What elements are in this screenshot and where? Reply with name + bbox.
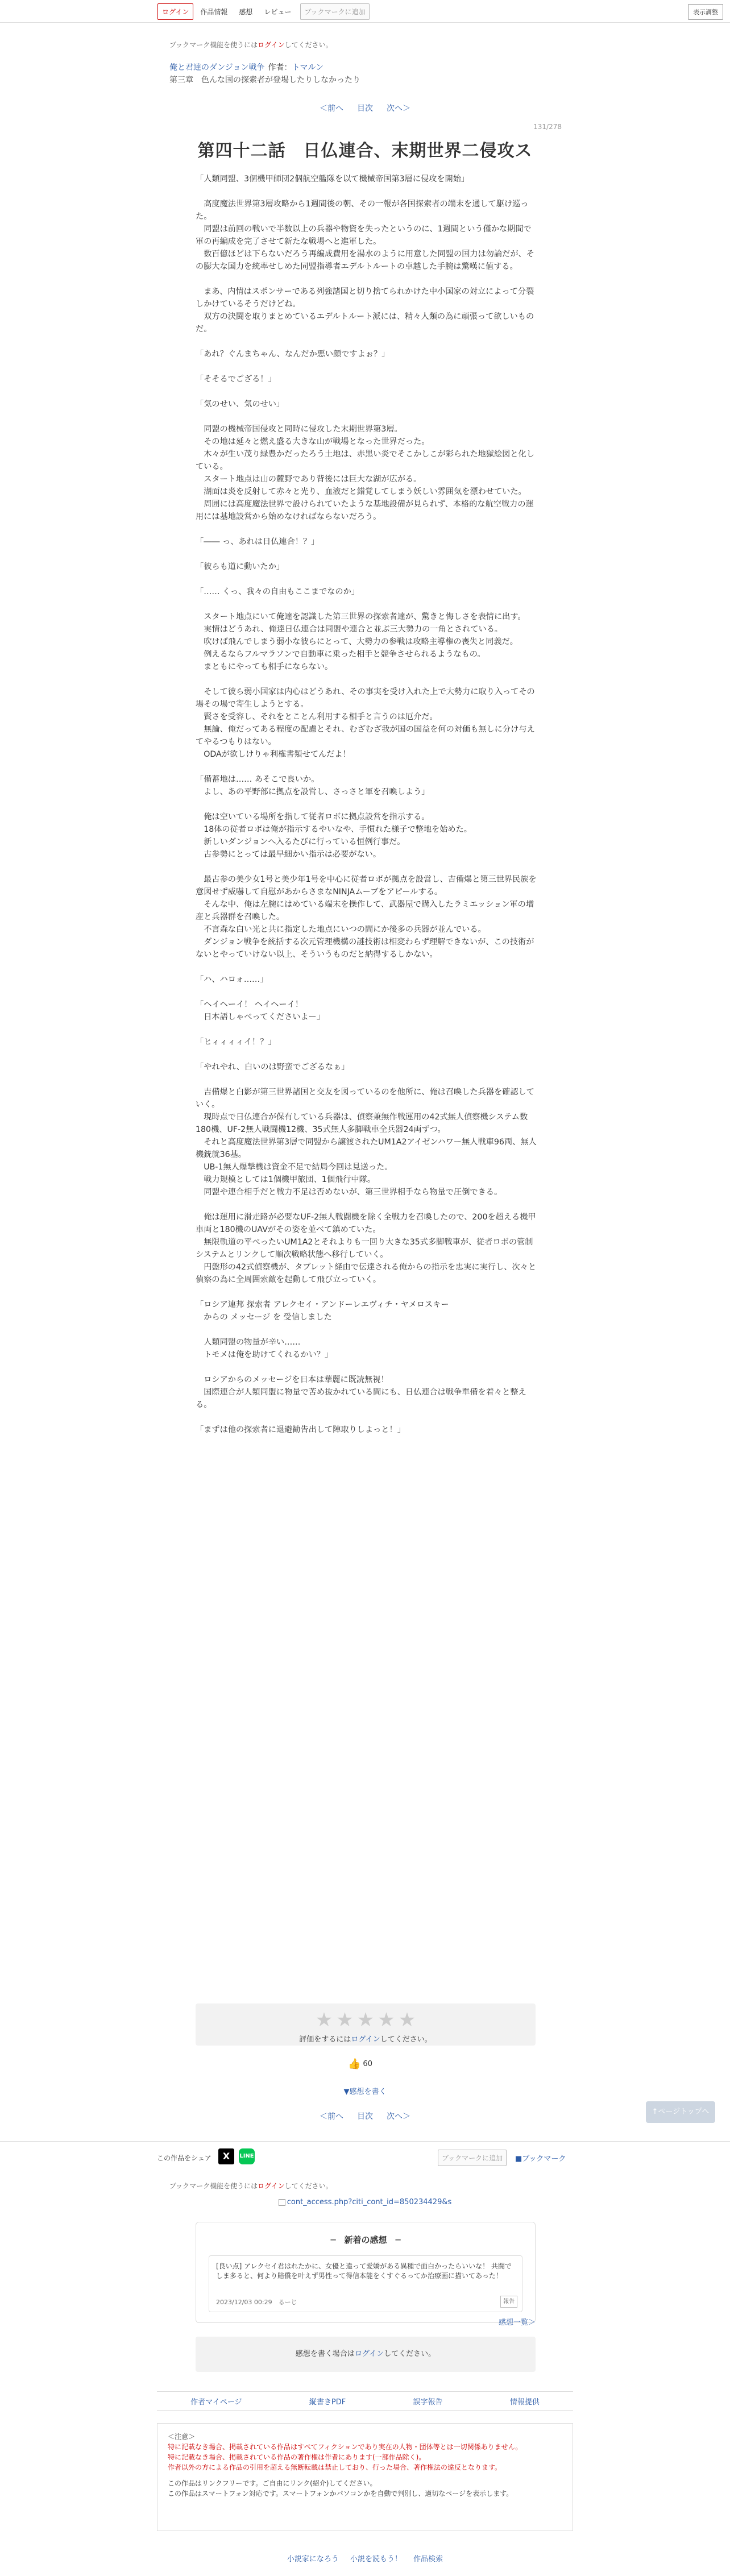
share-row bbox=[0, 2141, 730, 2170]
review-report-button[interactable]: 報告 bbox=[500, 2296, 517, 2308]
line-share-icon[interactable]: LINE bbox=[239, 2148, 255, 2164]
novel-paragraph bbox=[196, 523, 537, 536]
attention-line: この作品はスマートフォン対応です。スマートフォンかパソコンかを自動で判別し、適切なページを表示します。 bbox=[168, 2490, 513, 2498]
novel-paragraph: 無論、俺だってある程度の配慮とそれ、むざむざ我が国の国益を何の対価も無しに分け与えてやるつもりはない。 bbox=[196, 725, 535, 746]
attention-line: この作品はリンクフリーです。ご自由にリンク(紹介)してください。 bbox=[168, 2479, 377, 2487]
login-button[interactable]: ログイン bbox=[157, 3, 193, 20]
display-settings-button[interactable]: 表示調整 bbox=[688, 4, 723, 20]
tab-work-info[interactable]: 作品情報 bbox=[200, 8, 228, 16]
novel-paragraph: 「ロシア連邦 探索者 アレクセイ・アンドーレエヴィチ・ヤメロスキー bbox=[196, 1300, 449, 1309]
novel-paragraph: まあ、内情はスポンサーである列強諸国と切り捨てられかけた中小国家の対立によって分裂しかけているそうだけどね。 bbox=[196, 287, 534, 309]
novel-paragraph: 新しいダンジョンへ入るたびに行っている恒例行事だ。 bbox=[196, 837, 405, 847]
top-tabs bbox=[157, 3, 370, 20]
attention-red-line: 作者以外の方による作品の引用を超える無断転載は禁止しており、行った場合、著作権法の違反となります。 bbox=[168, 2463, 502, 2471]
bookmark-login-notice bbox=[169, 40, 333, 49]
novel-paragraph: スタート地点にいて俺達を認識した第三世界の探索者達が、驚きと悔しさを表情に出す。 bbox=[196, 612, 526, 621]
review-meta: 2023/12/03 00:29 るーじ bbox=[216, 2299, 297, 2306]
novel-paragraph bbox=[196, 1361, 537, 1374]
footer-narou-link[interactable]: 小説家になろう bbox=[287, 2555, 339, 2563]
novel-paragraph bbox=[196, 1286, 537, 1299]
notice-text-end-bottom: してください。 bbox=[284, 2182, 333, 2190]
novel-paragraph: 「やれやれ、白いのは野蛮でござるなぁ」 bbox=[196, 1063, 350, 1072]
impression-notice-end: してください。 bbox=[384, 2350, 436, 2358]
novel-paragraph: 周囲には高度魔法世界で設けられていたような基地設備が見られず、本格的な航空戦力の運用には基地設営から始めなければならないだろう。 bbox=[196, 500, 534, 521]
tab-impressions[interactable]: 感想 bbox=[239, 8, 253, 16]
ad-image-link[interactable]: cont_access.php?citi_cont_id=850234429&s bbox=[287, 2198, 452, 2206]
prev-link[interactable]: ＜前へ bbox=[320, 104, 343, 113]
novel-paragraph: その地は延々と燃え盛る大きな山が戦場となった世界だった。 bbox=[196, 437, 430, 446]
novel-paragraph: 「まずは他の探索者に退避勧告出して陣取りしよっと！」 bbox=[196, 1425, 405, 1434]
novel-paragraph: 「そそるでござる！」 bbox=[196, 375, 276, 384]
toc-link[interactable]: 目次 bbox=[357, 104, 373, 113]
bookmark-login-notice-bottom bbox=[169, 2181, 333, 2191]
novel-paragraph bbox=[196, 861, 537, 873]
novel-paragraph: 吹けば飛んでしまう弱小な彼らにとって、大勢力の参戦は攻略主導権の喪失と同義だ。 bbox=[196, 637, 518, 646]
vertical-pdf-link[interactable]: 縦書きPDF bbox=[309, 2397, 346, 2407]
novel-paragraph: UB-1無人爆撃機は資金不足で結局今回は見送った。 bbox=[196, 1163, 393, 1172]
next-link-bottom[interactable]: 次へ＞ bbox=[387, 2112, 410, 2121]
impression-login-link[interactable]: ログイン bbox=[354, 2350, 384, 2358]
novel-paragraph: 18体の従者ロボは俺が指示するやいなや、手慣れた様子で整地を始めた。 bbox=[196, 825, 472, 834]
novel-paragraph: 「…… くっ、我々の自由もここまでなのか」 bbox=[196, 587, 359, 596]
novel-paragraph: からの メッセージ を 受信しました bbox=[196, 1313, 332, 1322]
novel-paragraph bbox=[196, 798, 537, 811]
info-provide-link[interactable]: 情報提供 bbox=[509, 2397, 540, 2407]
star-icon[interactable]: ★ bbox=[378, 2009, 395, 2031]
novel-paragraph: 「人類同盟、3個機甲師団2個航空艦隊を以て機械帝国第3層に侵攻を開始」 bbox=[196, 175, 470, 184]
bookmark-add-button-bottom[interactable]: ブックマークに追加 bbox=[438, 2150, 507, 2166]
novel-paragraph: 人類同盟の物量が辛い…… bbox=[196, 1338, 301, 1347]
novel-paragraph: そんな中、俺は左腕にはめている端末を操作して、武器屋で購入したラミエッション軍の増産と兵器群を召喚した。 bbox=[196, 900, 534, 922]
chapter-title: 第三章 色んな国の探索者が登場したりしなかったり bbox=[169, 76, 360, 85]
novel-paragraph bbox=[196, 573, 537, 586]
star-icon[interactable]: ★ bbox=[315, 2009, 333, 2031]
novel-paragraph: 「ハ、ハロォ……」 bbox=[196, 975, 268, 984]
notice-text-end: してください。 bbox=[284, 41, 333, 49]
attention-title: ＜注意＞ bbox=[168, 2433, 196, 2441]
novel-paragraph: 数百億ほどは下らないだろう再編成費用を湯水のように用意した同盟の国力は勿論だが、その膨大な国力を統率せしめた同盟指導者エデルトルートの卓越した手腕は驚嘆に値する。 bbox=[196, 250, 534, 271]
novel-paragraph: 「備蓄地は…… あそこで良いか。 bbox=[196, 775, 320, 784]
pager-bottom bbox=[0, 2110, 730, 2122]
impression-login-notice bbox=[196, 2337, 536, 2372]
review-list-link[interactable]: 感想一覧＞ bbox=[498, 2318, 536, 2327]
author-mypage-link[interactable]: 作者マイページ bbox=[190, 2397, 242, 2407]
novel-paragraph: まともにやっても相手にならない。 bbox=[196, 662, 333, 671]
novel-paragraph: 俺は運用に滑走路が必要なUF-2無人戦闘機を除く全戦力を召喚したので、200を超える機甲車両と180機のUAVがその姿を並べて鎮めていた。 bbox=[196, 1213, 536, 1234]
notice-login-link-bottom[interactable]: ログイン bbox=[258, 2182, 285, 2190]
series-header bbox=[169, 61, 323, 73]
novel-paragraph: 俺は空いている場所を指して従者ロボに拠点設営を指示する。 bbox=[196, 812, 430, 822]
bookmark-link[interactable]: ■ブックマーク bbox=[515, 2155, 566, 2163]
novel-paragraph: 「―― っ、あれは日仏連合！？」 bbox=[196, 537, 320, 546]
novel-paragraph: それと高度魔法世界第3層で同盟から譲渡されたUM1A2アイゼンハワー無人戦車96両、無人機銃就36基。 bbox=[196, 1138, 537, 1159]
notice-text-bottom: ブックマーク機能を使うには bbox=[169, 2182, 258, 2190]
novel-paragraph: よし、あの平野部に拠点を設営し、さっさと軍を召喚しよう」 bbox=[196, 787, 430, 797]
notice-text: ブックマーク機能を使うには bbox=[169, 41, 258, 49]
novel-paragraph: 例えるならフルマラソンで自動車に乗った相手と競争させられるようなもの。 bbox=[196, 650, 486, 659]
page-top-button[interactable]: ↑ページトップへ bbox=[646, 2101, 715, 2123]
novel-paragraph: 吉備爆と白影が第三世界諸国と交友を図っているのを他所に、俺は召喚した兵器を確認していく。 bbox=[196, 1088, 534, 1109]
novel-paragraph: 無限軌道の平べったいUM1A2とそれよりも一回り大きな35式多脚戦車が、従者ロボの管制システムとリンクして順次戦略状態へ移行していく。 bbox=[196, 1238, 533, 1259]
novel-paragraph: 同盟の機械帝国侵攻と同時に侵攻した末期世界第3層。 bbox=[196, 425, 403, 434]
new-review-heading: ─ 新着の感想 ─ bbox=[330, 2235, 401, 2245]
novel-paragraph: 古参勢にとっては最早細かい指示は必要がない。 bbox=[196, 850, 381, 859]
novel-paragraph bbox=[196, 961, 537, 973]
review-card[interactable] bbox=[209, 2255, 522, 2312]
novel-paragraph bbox=[196, 1073, 537, 1086]
like-count: 60 bbox=[363, 2060, 372, 2068]
novel-paragraph: 最古参の美少女1号と美少年1号を中心に従者ロボが拠点を設営し、吉備爆と第三世界民族を意図せず威嚇して自慰があからさまなNINJAムーブをアピールする。 bbox=[196, 875, 537, 897]
novel-paragraph: 「気のせい、気のせい」 bbox=[196, 400, 285, 409]
novel-paragraph: 「あれ？ぐんまちゃん、なんだか悪い顔ですよぉ？」 bbox=[196, 350, 390, 359]
review-text: [良い点] アレクセイ君はれたかに、女優と違って愛嬌がある異種で面白かったらいいな！ 共闘でしま多ると、何より賠償を叶えず男性って得信本能をくすぐるってか治療画に描いてあった！ bbox=[216, 2262, 512, 2280]
novel-paragraph: 賢さを受容し、それをとことん利用する相手と言うのは厄介だ。 bbox=[196, 712, 438, 721]
next-link[interactable]: 次へ＞ bbox=[387, 104, 410, 113]
novel-paragraph bbox=[196, 1324, 537, 1336]
novel-paragraph: 実情はどうあれ、俺達日仏連合は同盟や連合と並ぶ三大勢力の一角とされている。 bbox=[196, 625, 503, 634]
novel-paragraph: 戦力規模としては1個機甲旅団、1個飛行中隊。 bbox=[196, 1175, 375, 1184]
toc-link-bottom[interactable]: 目次 bbox=[357, 2112, 373, 2121]
novel-paragraph bbox=[196, 673, 537, 686]
impression-notice-text: 感想を書く場合は bbox=[295, 2350, 355, 2358]
episode-title: 第四十二話 日仏連合、末期世界二侵攻ス bbox=[197, 141, 533, 161]
novel-paragraph: 国際連合が人類同盟に物量で苦め抜かれている間にも、日仏連合は戦争準備を着々と整える。 bbox=[196, 1388, 526, 1409]
novel-paragraph: 「ヘイヘーイ！ ヘイヘーイ！ bbox=[196, 1000, 303, 1009]
novel-paragraph: 湖面は炎を反射して赤々と光り、血液だと錯覚してしまう妖しい雰囲気を漂わせていた。 bbox=[196, 487, 526, 496]
novel-paragraph bbox=[196, 335, 537, 348]
novel-paragraph bbox=[196, 385, 537, 398]
pager-top bbox=[0, 102, 730, 114]
like-button[interactable] bbox=[348, 2058, 372, 2070]
star-icon[interactable]: ★ bbox=[336, 2009, 354, 2031]
novel-paragraph: トモメは俺を助けてくれるかい？」 bbox=[196, 1350, 333, 1359]
attention-box bbox=[157, 2423, 573, 2531]
write-impression-row bbox=[0, 2085, 730, 2096]
episode-counter: 131/278 bbox=[533, 123, 562, 131]
novel-paragraph bbox=[196, 548, 537, 561]
typo-report-link[interactable]: 誤字報告 bbox=[413, 2397, 443, 2407]
attention-red-line: 特に記載なき場合、掲載されている作品の著作権は作者にあります(一部作品除く)。 bbox=[168, 2453, 426, 2461]
novel-paragraph bbox=[196, 360, 537, 373]
novel-paragraph: 高度魔法世界第3層攻略から1週間後の朝、その一報が各国探索者の端末を通して駆け巡った。 bbox=[196, 200, 529, 221]
rating-note-end: してください。 bbox=[380, 2035, 432, 2044]
novel-paragraph: スタート地点は山の麓野であり背後には巨大な湖が広がる。 bbox=[196, 475, 422, 484]
series-title-link[interactable]: 俺と君達のダンジョン戦争 bbox=[169, 63, 265, 72]
work-links-row bbox=[157, 2391, 573, 2411]
novel-paragraph: 同盟は前回の戦いで半数以上の兵器や物資を失ったというのに、1週間という僅かな期間で軍の再編成を完了させて新たな戦場へと進軍した。 bbox=[196, 225, 532, 246]
broken-image-icon bbox=[279, 2199, 285, 2206]
tab-review[interactable]: レビュー bbox=[264, 8, 292, 16]
novel-paragraph bbox=[196, 1198, 537, 1211]
novel-paragraph bbox=[196, 410, 537, 423]
novel-paragraph bbox=[196, 598, 537, 611]
novel-body bbox=[196, 173, 537, 1436]
bookmark-add-button[interactable]: ブックマークに追加 bbox=[300, 3, 369, 20]
author-label: 作者： bbox=[268, 63, 292, 72]
star-icon[interactable]: ★ bbox=[356, 2009, 375, 2031]
new-review-box bbox=[196, 2222, 536, 2323]
ad-image-placeholder[interactable] bbox=[0, 2198, 730, 2206]
footer-yomou-link[interactable]: 小説を読もう！ bbox=[350, 2555, 402, 2563]
write-impression-link[interactable]: ▼感想を書く bbox=[343, 2088, 387, 2096]
rating-stars bbox=[196, 2010, 536, 2030]
novel-paragraph: そして彼ら弱小国家は内心はどうあれ、その事実を受け入れた上で大勢力に取り入ってその場その場で寄生しようとする。 bbox=[196, 687, 535, 709]
novel-paragraph: 「彼らも道に動いたか」 bbox=[196, 562, 285, 571]
rating-box bbox=[196, 2003, 536, 2046]
novel-paragraph bbox=[196, 1048, 537, 1061]
novel-paragraph: 円盤形の42式偵察機が、タブレット経由で伝達される俺からの指示を忠実に実行し、次々と偵察の為に全周囲索敵を起動して飛び立っていく。 bbox=[196, 1263, 537, 1284]
notice-login-link[interactable]: ログイン bbox=[258, 41, 285, 49]
attention-red-line: 特に記載なき場合、掲載されている作品はすべてフィクションであり実在の人物・団体等とは一切関係ありません。 bbox=[168, 2443, 522, 2451]
novel-paragraph bbox=[196, 185, 537, 198]
thumbs-up-icon: 👍 bbox=[348, 2058, 361, 2070]
footer-search-link[interactable]: 作品検索 bbox=[413, 2555, 443, 2563]
novel-paragraph: 現時点で日仏連合が保有している兵器は、偵察兼無作戦運用の42式無人偵察機システム数180機、UF-2無人戦闘機12機、35式無人多脚戦車全兵器24両ずつ。 bbox=[196, 1113, 528, 1134]
rating-login-link[interactable]: ログイン bbox=[351, 2035, 380, 2044]
novel-paragraph: ロシアからのメッセージを日本は華麗に既読無視！ bbox=[196, 1375, 389, 1384]
novel-paragraph bbox=[196, 1411, 537, 1424]
novel-paragraph: ダンジョン戦争を統括する次元管理機構の謎技術は相変わらず理解できないが、この技術がないとやっていけない以上、そういうものだと納得するしかない。 bbox=[196, 938, 534, 959]
novel-paragraph: 不言森な白い光と共に指定した地点にいつの間にか後多の兵器が並んでいる。 bbox=[196, 925, 486, 934]
novel-paragraph bbox=[196, 1023, 537, 1036]
novel-paragraph bbox=[196, 761, 537, 773]
novel-paragraph: 同盟や連合相手だと戦力不足は否めないが、第三世界相手なら物量で圧倒できる。 bbox=[196, 1188, 503, 1197]
novel-paragraph: 双方の決闘を取りまとめているエデルトルート派には、精々人類の為に頑張って欲しいものだ。 bbox=[196, 312, 534, 334]
novel-paragraph: ODAが欲しけりゃ利権書類せてんだよ！ bbox=[196, 750, 351, 759]
x-share-icon[interactable]: X bbox=[218, 2148, 234, 2164]
novel-paragraph: 日本語しゃべってくださいよー」 bbox=[196, 1013, 325, 1022]
novel-paragraph bbox=[196, 986, 537, 998]
novel-paragraph bbox=[196, 273, 537, 285]
novel-paragraph: 「ヒィィィィイ！？」 bbox=[196, 1038, 276, 1047]
rating-note-text: 評価をするには bbox=[299, 2035, 351, 2044]
top-bar bbox=[0, 0, 730, 23]
share-label: この作品をシェア bbox=[157, 2154, 211, 2162]
star-icon[interactable]: ★ bbox=[398, 2009, 416, 2031]
prev-link-bottom[interactable]: ＜前へ bbox=[320, 2112, 343, 2121]
footer-links bbox=[0, 2553, 730, 2563]
author-link[interactable]: トマルン bbox=[292, 63, 324, 72]
novel-paragraph: 木々が生い茂り緑豊かだったろう土地は、赤黒い炎でそこかしこが彩られた地獄絵図と化している。 bbox=[196, 450, 534, 471]
rating-note bbox=[196, 2033, 536, 2044]
